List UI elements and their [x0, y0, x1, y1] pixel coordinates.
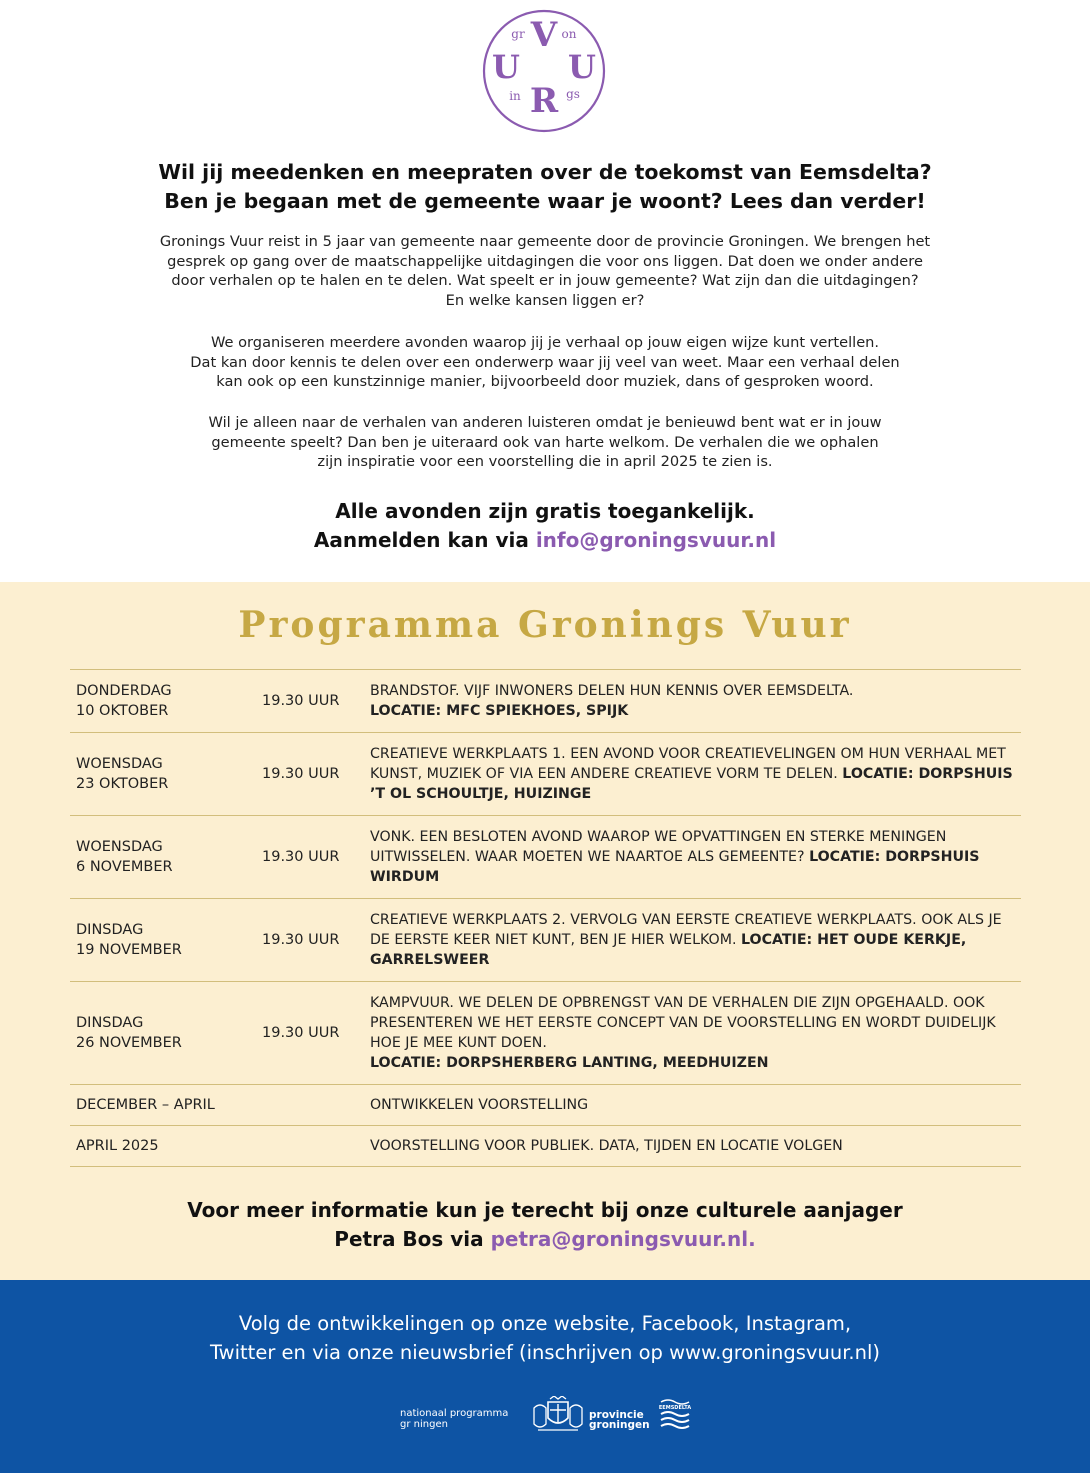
- prov-line-2: groningen: [589, 1419, 650, 1431]
- nationaal-programma-groningen-logo: [400, 1408, 508, 1430]
- schedule-day-date: 19 NOVEMBER: [76, 942, 182, 958]
- intro-p3-line: gemeente speelt? Dan ben je uiteraard ook van harte welkom. De verhalen die we ophalen: [211, 433, 879, 451]
- intro-section: [0, 0, 1090, 582]
- intro-p3-line: zijn inspiratie voor een voorstelling die in april 2025 te zien is.: [317, 453, 773, 471]
- intro-p1-line: gesprek op gang over de maatschappelijke uitdagingen die voor ons liggen. Dat doen we onder andere: [167, 252, 923, 270]
- schedule-row: [70, 733, 1021, 816]
- schedule-date: [76, 681, 256, 721]
- schedule-row: [70, 1085, 1021, 1126]
- intro-p1-line: En welke kansen liggen er?: [445, 291, 645, 309]
- more-info: [40, 1196, 1050, 1254]
- logo-small-on: on: [561, 27, 577, 41]
- intro-paragraph-1: [60, 232, 1030, 310]
- logo-letter-r: R: [529, 81, 559, 121]
- schedule-time: 19.30 UUR: [262, 693, 340, 709]
- schedule-description: [370, 827, 1021, 887]
- schedule-date: APRIL 2025: [76, 1138, 159, 1154]
- free-entry-notice: [40, 497, 1050, 555]
- schedule-time: 19.30 UUR: [262, 766, 340, 782]
- schedule-day: WOENSDAG: [76, 756, 163, 772]
- schedule-desc-text: BRANDSTOF. VIJF INWONERS DELEN HUN KENNIS OVER EEMSDELTA.: [370, 683, 854, 699]
- signup-email-link[interactable]: info@groningsvuur.nl: [535, 528, 777, 552]
- schedule-day: DINSDAG: [76, 1015, 144, 1031]
- schedule-description: ONTWIKKELEN VOORSTELLING: [370, 1097, 589, 1113]
- footer: [0, 1280, 1090, 1473]
- intro-paragraph-3: [60, 413, 1030, 472]
- schedule-row: [70, 816, 1021, 899]
- schedule-desc-text: KAMPVUUR. WE DELEN DE OPBRENGST VAN DE VERHALEN DIE ZIJN OPGEHAALD. OOK PRESENTEREN WE HET EERSTE CONCEPT VAN DE VOORSTELLING EN WORDT DUIDELIJK HOE JE MEE KUNT DOEN.: [370, 995, 996, 1051]
- intro-paragraph-2: [60, 333, 1030, 392]
- schedule-day-date: 23 OKTOBER: [76, 776, 169, 792]
- schedule-time: 19.30 UUR: [262, 1025, 340, 1041]
- schedule-description: VOORSTELLING VOOR PUBLIEK. DATA, TIJDEN EN LOCATIE VOLGEN: [370, 1138, 843, 1154]
- schedule-row: [70, 899, 1021, 982]
- program-title: Programma Gronings Vuur: [238, 604, 852, 646]
- logo-letter-u-left: U: [492, 48, 520, 86]
- logo-small-gr: gr: [511, 27, 525, 41]
- logo-small-gs: gs: [566, 87, 580, 101]
- schedule-day: DINSDAG: [76, 922, 144, 938]
- headline: [40, 158, 1050, 216]
- follow-line-2: Twitter en via onze nieuwsbrief (inschrijven op www.groningsvuur.nl): [209, 1341, 881, 1364]
- schedule-desc-text: VONK. EEN BESLOTEN AVOND WAAROP WE OPVATTINGEN EN STERKE MENINGEN UITWISSELEN. WAAR MOETEN WE NAARTOE ALS GEMEENTE?: [370, 829, 947, 865]
- program-section: [0, 582, 1090, 1280]
- schedule-description: [370, 744, 1021, 804]
- npg-line-1: nationaal programma: [400, 1408, 509, 1419]
- logo-letter-u-right: U: [568, 48, 596, 86]
- schedule-row: [70, 1126, 1021, 1167]
- eemsdelta-label: EEMSDELTA: [659, 1405, 691, 1411]
- contact-line: [40, 1225, 1050, 1254]
- intro-p2-line: We organiseren meerdere avonden waarop jij je verhaal op jouw eigen wijze kunt vertellen.: [210, 334, 880, 351]
- npg-line-2: gr ningen: [400, 1419, 448, 1430]
- schedule-description: [370, 910, 1021, 970]
- provincie-groningen-logo: [589, 1410, 650, 1430]
- schedule-row: [70, 982, 1021, 1085]
- schedule-date: [76, 920, 256, 960]
- schedule-day: DONDERDAG: [76, 683, 172, 699]
- schedule-date: [76, 837, 256, 877]
- schedule-day-date: 10 OKTOBER: [76, 703, 169, 719]
- intro-p1-line: Gronings Vuur reist in 5 jaar van gemeente naar gemeente door de provincie Groningen. We brengen het: [159, 233, 931, 250]
- schedule-location: LOCATIE: MFC SPIEKHOES, SPIJK: [370, 703, 629, 719]
- eemsdelta-logo-icon: [659, 1398, 691, 1434]
- logo-letter-v: V: [530, 15, 558, 55]
- schedule-location: LOCATIE: DORPSHUIS WIRDUM: [370, 849, 980, 885]
- intro-p2-line: kan ook op een kunstzinnige manier, bijvoorbeeld door muziek, dans of gesproken woord.: [216, 373, 874, 391]
- contact-email-link[interactable]: petra@groningsvuur.nl.: [490, 1227, 756, 1251]
- follow-line-1: Volg de ontwikkelingen op onze website, Facebook, Instagram,: [238, 1312, 852, 1335]
- intro-p2-line: Dat kan door kennis te delen over een onderwerp waar jij veel van weet. Maar een verhaal delen: [190, 353, 900, 371]
- schedule-date: DECEMBER – APRIL: [76, 1097, 215, 1113]
- schedule-location: LOCATIE: DORPSHERBERG LANTING, MEEDHUIZEN: [370, 1055, 769, 1071]
- signup-line: [40, 526, 1050, 555]
- schedule-time: 19.30 UUR: [262, 849, 340, 865]
- partner-logos: [0, 1392, 1090, 1432]
- gronings-vuur-logo: [481, 8, 607, 134]
- signup-prefix: Aanmelden kan via: [313, 528, 536, 552]
- schedule-location: LOCATIE: DORPSHUIS ’T OL SCHOULTJE, HUIZINGE: [370, 766, 1013, 802]
- schedule-date: [76, 1013, 256, 1053]
- schedule-desc-text: CREATIEVE WERKPLAATS 1. EEN AVOND VOOR CREATIEVELINGEN OM HUN VERHAAL MET KUNST, MUZIEK OF VIA EEN ANDERE CREATIEVE VORM TE DELEN.: [370, 746, 1006, 782]
- schedule-date: [76, 754, 256, 794]
- schedule-desc-text: CREATIEVE WERKPLAATS 2. VERVOLG VAN EERSTE CREATIEVE WERKPLAATS. OOK ALS JE DE EERSTE KEER NIET KUNT, BEN JE HIER WELKOM.: [370, 912, 1002, 948]
- provincie-groningen-crest-icon: [530, 1396, 586, 1434]
- prov-line-1: provincie: [589, 1409, 644, 1421]
- intro-p3-line: Wil je alleen naar de verhalen van anderen luisteren omdat je benieuwd bent wat er in jouw: [208, 414, 882, 431]
- logo-small-in: in: [509, 89, 521, 103]
- schedule-description: [370, 681, 1021, 721]
- follow-text: [40, 1309, 1050, 1367]
- headline-line-1: Wil jij meedenken en meepraten over de toekomst van Eemsdelta?: [158, 160, 932, 184]
- more-info-line: Voor meer informatie kun je terecht bij onze culturele aanjager: [187, 1198, 903, 1222]
- schedule-day: WOENSDAG: [76, 839, 163, 855]
- intro-p1-line: door verhalen op te halen en te delen. Wat speelt er in jouw gemeente? Wat zijn dan die uitdagingen?: [171, 272, 919, 290]
- free-entry-line: Alle avonden zijn gratis toegankelijk.: [335, 499, 755, 523]
- schedule-day-date: 26 NOVEMBER: [76, 1035, 182, 1051]
- schedule-table: [70, 669, 1021, 1167]
- schedule-time: 19.30 UUR: [262, 932, 340, 948]
- schedule-day-date: 6 NOVEMBER: [76, 859, 173, 875]
- contact-prefix: Petra Bos via: [334, 1227, 491, 1251]
- schedule-description: [370, 993, 1021, 1073]
- headline-line-2: Ben je begaan met de gemeente waar je woont? Lees dan verder!: [164, 189, 926, 213]
- schedule-row: [70, 670, 1021, 733]
- schedule-location: LOCATIE: HET OUDE KERKJE, GARRELSWEER: [370, 932, 967, 968]
